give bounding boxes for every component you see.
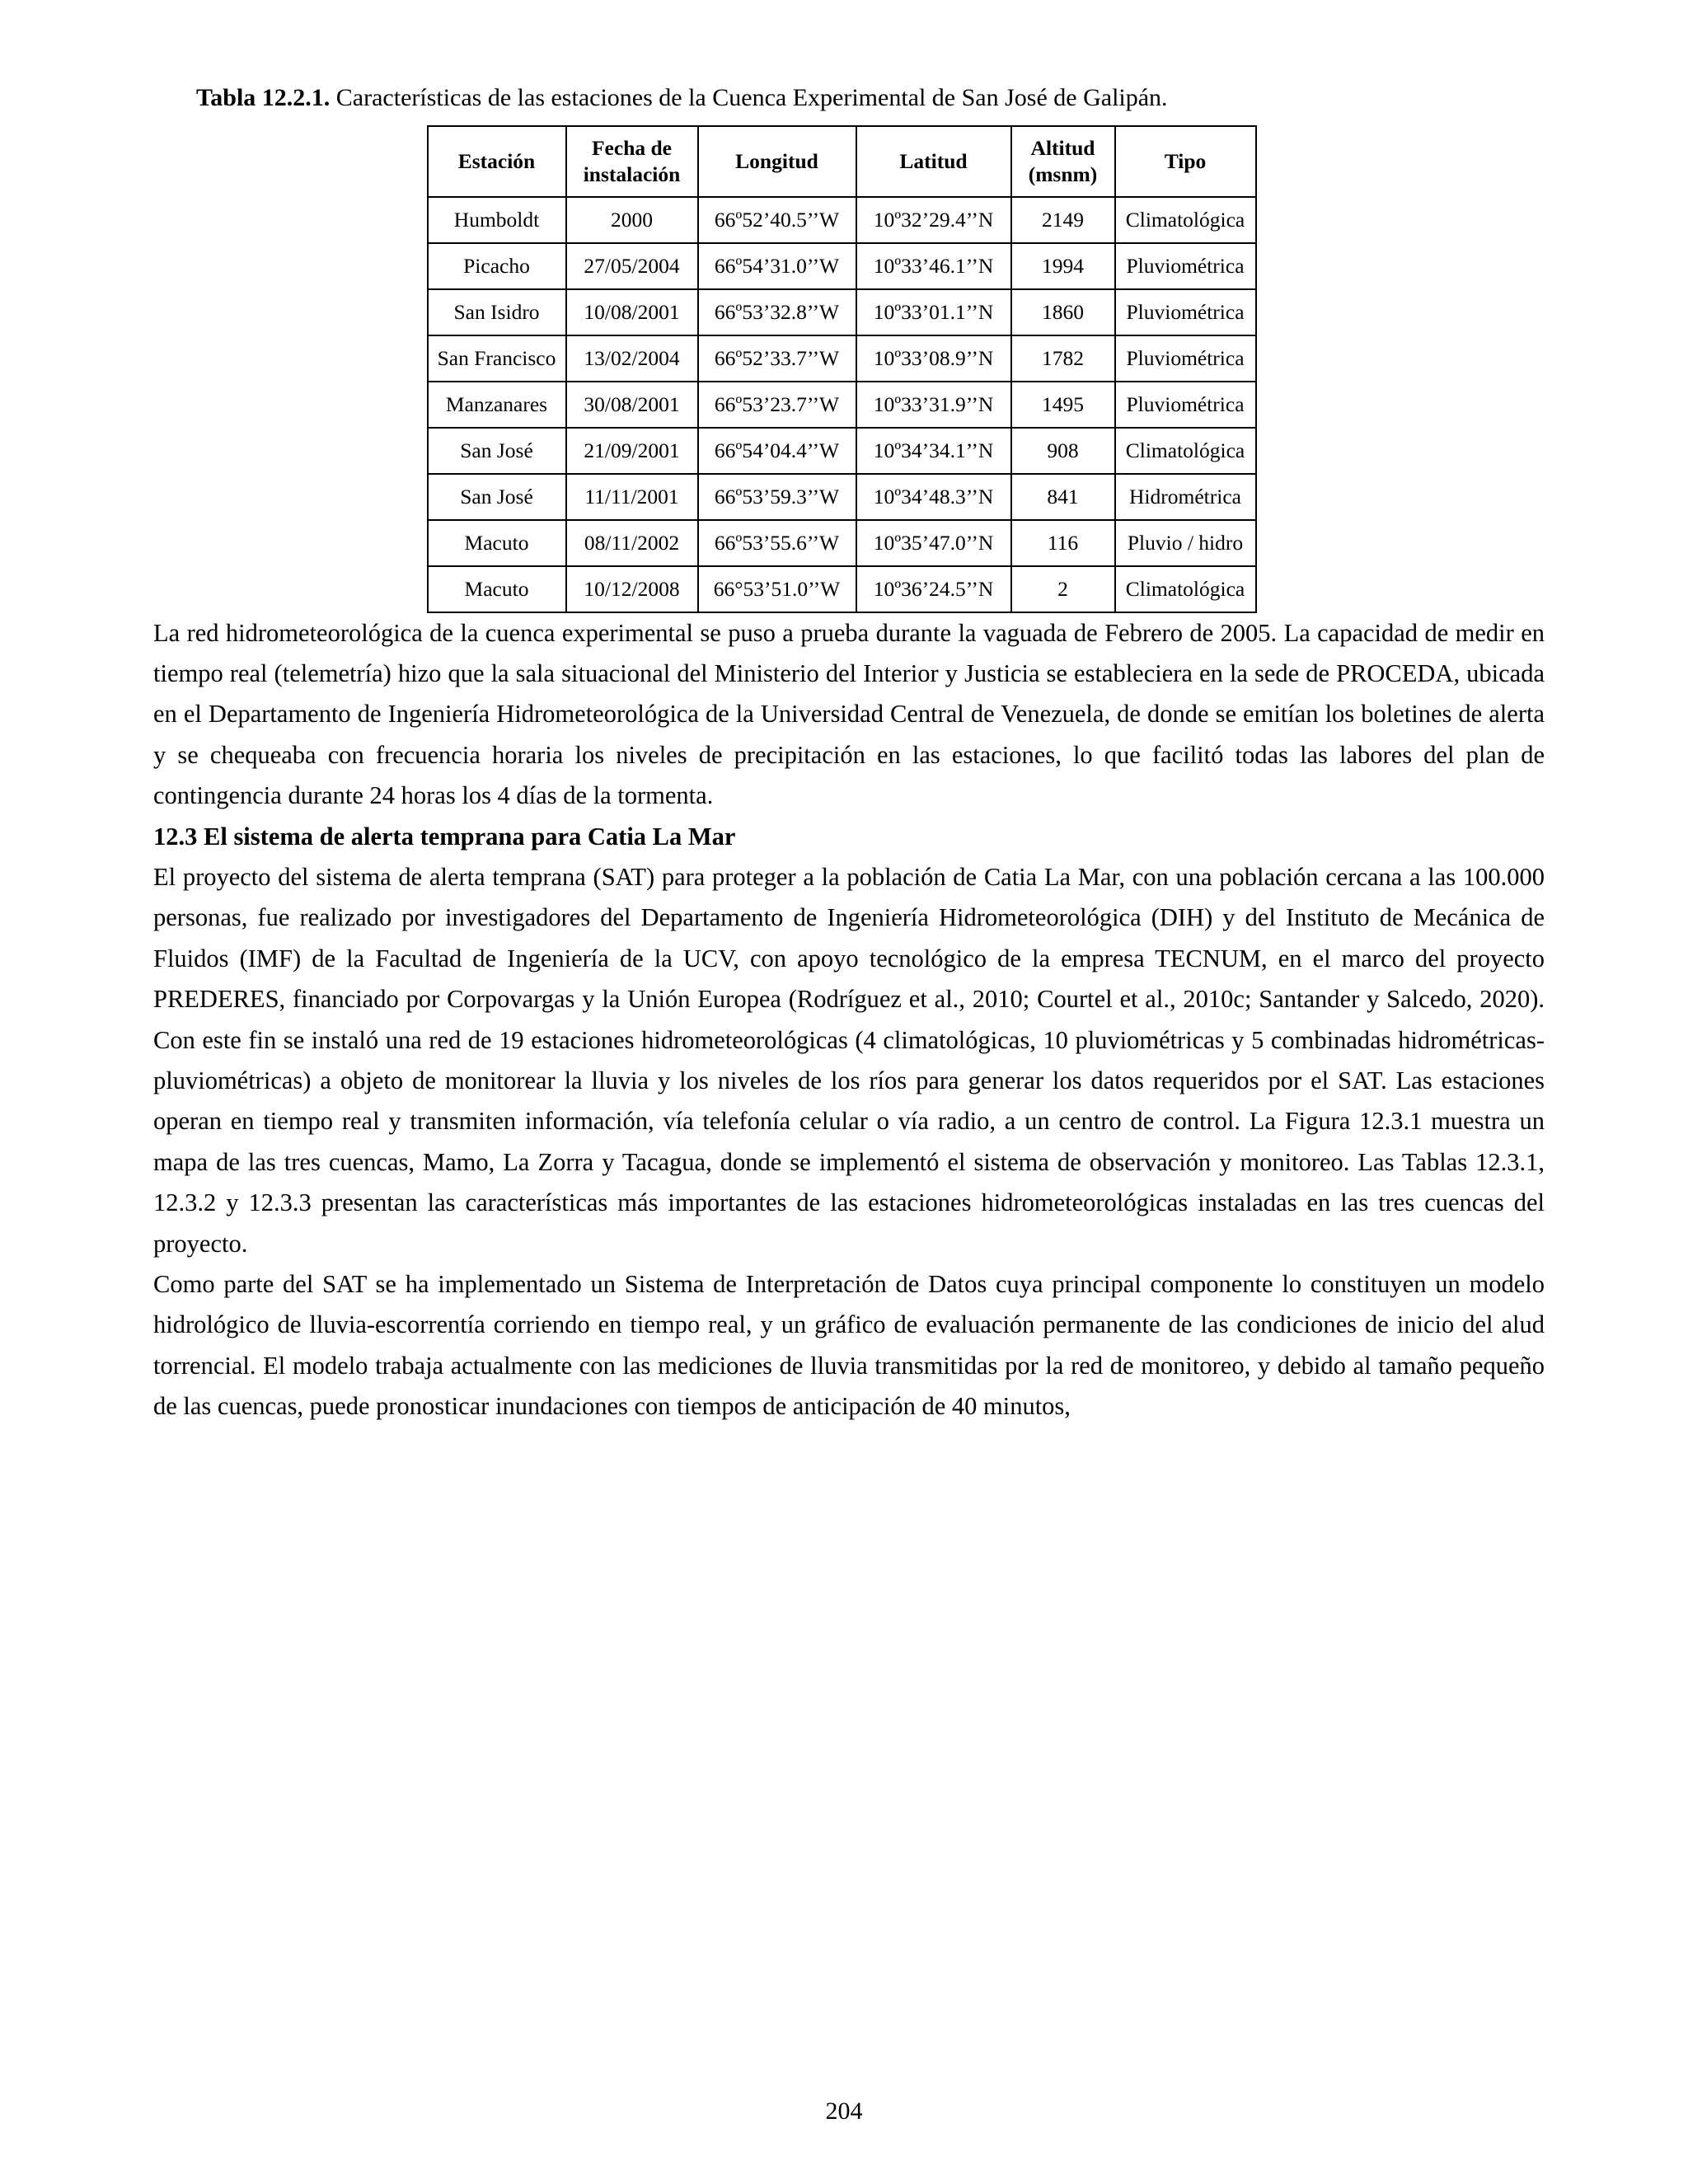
column-header-longitud: Longitud (698, 126, 856, 197)
cell-latitud: 10º36’24.5’’N (856, 566, 1011, 612)
column-header-tipo: Tipo (1115, 126, 1256, 197)
cell-latitud: 10º33’31.9’’N (856, 382, 1011, 428)
cell-longitud: 66°53’51.0’’W (698, 566, 856, 612)
table-caption-text: Características de las estaciones de la Cuenca Experimental de San José de Galipán. (330, 84, 1168, 111)
cell-latitud: 10º33’08.9’’N (856, 335, 1011, 382)
cell-tipo: Pluviométrica (1115, 335, 1256, 382)
cell-longitud: 66º52’40.5’’W (698, 197, 856, 243)
cell-fecha: 27/05/2004 (566, 243, 698, 289)
column-header-fecha-line2: instalación (583, 162, 681, 186)
cell-fecha: 21/09/2001 (566, 428, 698, 474)
table-row (428, 382, 1256, 428)
stations-table-header (428, 126, 1256, 197)
cell-estacion: Macuto (428, 566, 566, 612)
section-heading-12-3: 12.3 El sistema de alerta temprana para Catia La Mar (153, 822, 736, 851)
column-header-fecha-instalacion (566, 126, 698, 197)
cell-tipo: Climatológica (1115, 197, 1256, 243)
cell-altitud: 1495 (1011, 382, 1115, 428)
cell-fecha: 2000 (566, 197, 698, 243)
cell-altitud: 1782 (1011, 335, 1115, 382)
table-caption-label: Tabla 12.2.1. (196, 84, 331, 111)
table-row (428, 289, 1256, 335)
cell-latitud: 10º32’29.4’’N (856, 197, 1011, 243)
cell-altitud: 1860 (1011, 289, 1115, 335)
cell-tipo: Climatológica (1115, 566, 1256, 612)
stations-table (427, 125, 1257, 613)
column-header-altitud-line1: Altitud (1030, 136, 1095, 161)
cell-longitud: 66º52’33.7’’W (698, 335, 856, 382)
cell-altitud: 1994 (1011, 243, 1115, 289)
table-row (428, 335, 1256, 382)
cell-tipo: Hidrométrica (1115, 474, 1256, 520)
table-row (428, 243, 1256, 289)
table-row (428, 566, 1256, 612)
column-header-altitud-line2: (msnm) (1028, 162, 1098, 186)
page-content (153, 82, 1545, 1427)
column-header-latitud: Latitud (856, 126, 1011, 197)
cell-tipo: Pluviométrica (1115, 382, 1256, 428)
stations-table-body (428, 197, 1256, 612)
cell-longitud: 66º53’32.8’’W (698, 289, 856, 335)
cell-latitud: 10º33’46.1’’N (856, 243, 1011, 289)
cell-altitud: 908 (1011, 428, 1115, 474)
cell-estacion: Macuto (428, 520, 566, 566)
cell-tipo: Pluviométrica (1115, 289, 1256, 335)
cell-tipo: Pluviométrica (1115, 243, 1256, 289)
cell-latitud: 10º33’01.1’’N (856, 289, 1011, 335)
cell-estacion: San Isidro (428, 289, 566, 335)
cell-tipo: Pluvio / hidro (1115, 520, 1256, 566)
cell-latitud: 10º34’34.1’’N (856, 428, 1011, 474)
cell-longitud: 66º54’04.4’’W (698, 428, 856, 474)
table-row (428, 520, 1256, 566)
cell-altitud: 2149 (1011, 197, 1115, 243)
paragraph-red-hidrometeorologica: La red hidrometeorológica de la cuenca experimental se puso a prueba durante la vaguada de Febrero de 2005. La capacidad de medir en tiempo real (telemetría) hizo que la sala situacional del Ministerio del Interior y Justicia se estableciera en la sede de PROCEDA, ubicada en el Departamento de Ingeniería Hidrometeorológica de la Universidad Central de Venezuela, de donde se emitían los boletines de alerta y se chequeaba con frecuencia horaria los niveles de precipitación en las estaciones, lo que facilitó todas las labores del plan de contingencia durante 24 horas los 4 días de la tormenta. (153, 618, 1545, 810)
cell-longitud: 66º53’59.3’’W (698, 474, 856, 520)
cell-fecha: 10/08/2001 (566, 289, 698, 335)
cell-estacion: San José (428, 474, 566, 520)
cell-tipo: Climatológica (1115, 428, 1256, 474)
column-header-fecha-line1: Fecha de (591, 136, 673, 161)
cell-fecha: 30/08/2001 (566, 382, 698, 428)
cell-altitud: 2 (1011, 566, 1115, 612)
cell-longitud: 66º54’31.0’’W (698, 243, 856, 289)
cell-latitud: 10º34’48.3’’N (856, 474, 1011, 520)
cell-altitud: 116 (1011, 520, 1115, 566)
cell-longitud: 66º53’55.6’’W (698, 520, 856, 566)
cell-estacion: Humboldt (428, 197, 566, 243)
paragraph-proyecto-sat: El proyecto del sistema de alerta temprana (SAT) para proteger a la población de Catia La Mar, con una población cercana a las 100.000 personas, fue realizado por investigadores del Departamento de Ingeniería Hidrometeorológica (DIH) y del Instituto de Mecánica de Fluidos (IMF) de la Facultad de Ingeniería de la UCV, con apoyo tecnológico de la empresa TECNUM, en el marco del proyecto PREDERES, financiado por Corpovargas y la Unión Europea (Rodríguez et al., 2010; Courtel et al., 2010c; Santander y Salcedo, 2020). Con este fin se instaló una red de 19 estaciones hidrometeorológicas (4 climatológicas, 10 pluviométricas y 5 combinadas hidrométricas-pluviométricas) a objeto de monitorear la lluvia y los niveles de los ríos para generar los datos requeridos por el SAT. Las estaciones operan en tiempo real y transmiten información, vía telefonía celular o vía radio, a un centro de control. La Figura 12.3.1 muestra un mapa de las tres cuencas, Mamo, La Zorra y Tacagua, donde se implementó el sistema de observación y monitoreo. Las Tablas 12.3.1, 12.3.2 y 12.3.3 presentan las características más importantes de las estaciones hidrometeorológicas instaladas en las tres cuencas del proyecto. (153, 862, 1545, 1258)
cell-fecha: 08/11/2002 (566, 520, 698, 566)
cell-estacion: San José (428, 428, 566, 474)
column-header-altitud (1011, 126, 1115, 197)
cell-estacion: Picacho (428, 243, 566, 289)
paragraph-sistema-interpretacion: Como parte del SAT se ha implementado un Sistema de Interpretación de Datos cuya principal componente lo constituyen un modelo hidrológico de lluvia-escorrentía corriendo en tiempo real, y un gráfico de evaluación permanente de las condiciones de inicio del alud torrencial. El modelo trabaja actualmente con las mediciones de lluvia transmitidas por la red de monitoreo, y debido al tamaño pequeño de las cuencas, puede pronosticar inundaciones con tiempos de anticipación de 40 minutos, (153, 1270, 1545, 1421)
cell-estacion: San Francisco (428, 335, 566, 382)
cell-estacion: Manzanares (428, 382, 566, 428)
cell-fecha: 10/12/2008 (566, 566, 698, 612)
cell-longitud: 66º53’23.7’’W (698, 382, 856, 428)
column-header-estacion: Estación (428, 126, 566, 197)
table-row (428, 474, 1256, 520)
table-row (428, 428, 1256, 474)
page-number: 204 (825, 2097, 863, 2125)
table-row (428, 197, 1256, 243)
cell-latitud: 10º35’47.0’’N (856, 520, 1011, 566)
stations-table-wrapper (138, 125, 1545, 613)
table-caption (196, 82, 1545, 114)
cell-fecha: 13/02/2004 (566, 335, 698, 382)
cell-altitud: 841 (1011, 474, 1115, 520)
cell-fecha: 11/11/2001 (566, 474, 698, 520)
table-header-row (428, 126, 1256, 197)
